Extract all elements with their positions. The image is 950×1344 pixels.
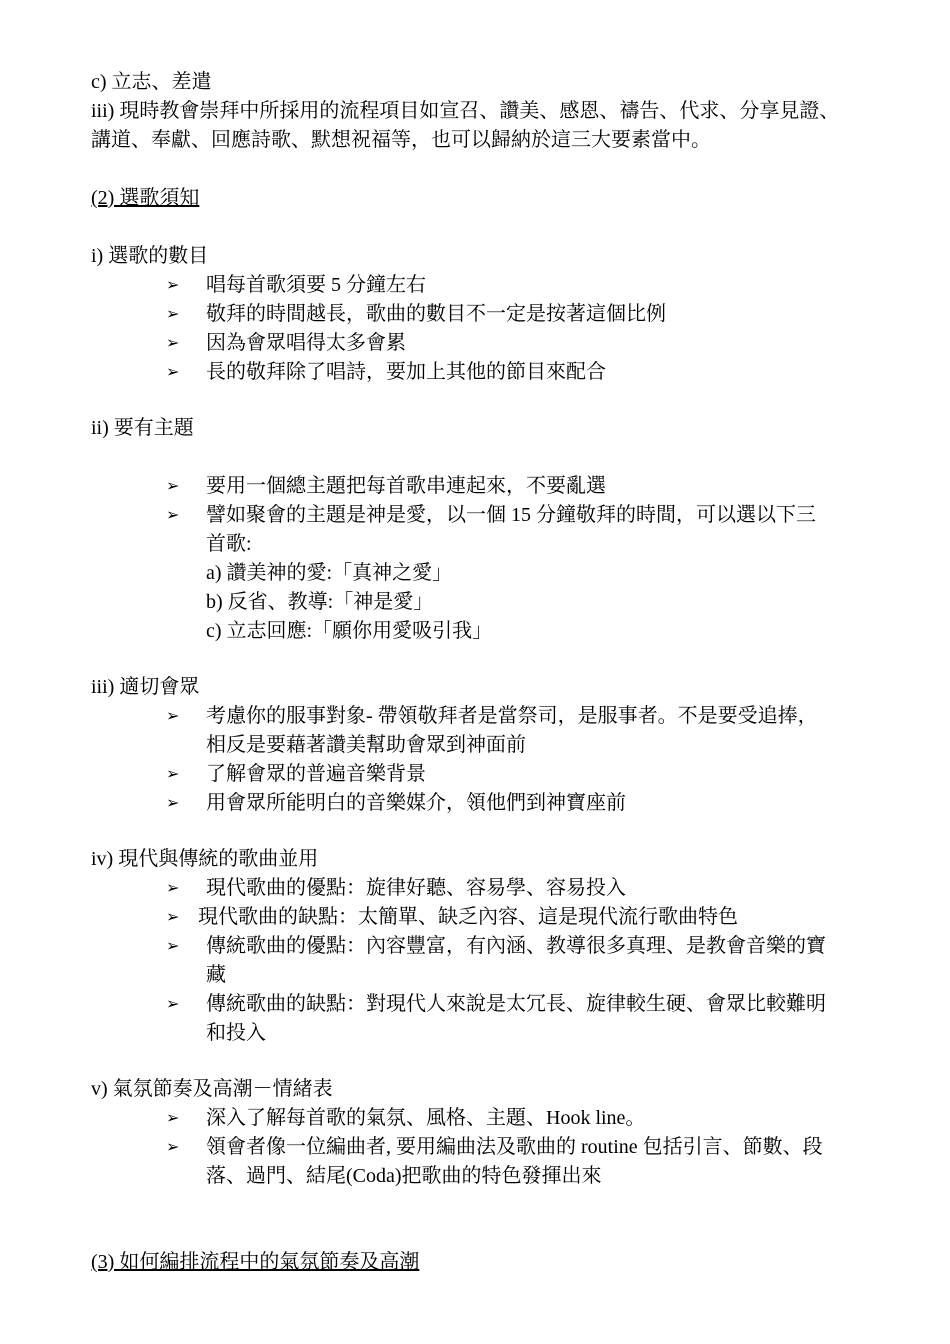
- bullet-item: 現代歌曲的缺點：太簡單、缺乏內容、這是現代流行歌曲特色: [198, 906, 738, 928]
- subsection-v-title: v) 氣氛節奏及高潮－情緒表: [91, 1078, 333, 1100]
- bullet-arrow-icon: ➢: [166, 1137, 180, 1156]
- subsection-i-title: i) 選歌的數目: [91, 245, 209, 267]
- bullet-item: 考慮你的服事對象- 帶領敬拜者是當祭司，是服事者。不是要受追捧，: [206, 705, 818, 727]
- bullet-arrow-icon: ➢: [166, 505, 180, 524]
- bullet-item: 現代歌曲的優點：旋律好聽、容易學、容易投入: [206, 877, 626, 899]
- bullet-item-continuation: 首歌:: [206, 533, 252, 555]
- bullet-item-continuation: 和投入: [206, 1022, 266, 1044]
- bullet-arrow-icon: ➢: [166, 706, 180, 725]
- bullet-item: 深入了解每首歌的氣氛、風格、主題、Hook line。: [206, 1107, 646, 1129]
- bullet-arrow-icon: ➢: [166, 1108, 180, 1127]
- bullet-item: 譬如聚會的主題是神是愛，以一個 15 分鐘敬拜的時間，可以選以下三: [206, 504, 816, 526]
- bullet-item-continuation: 相反是要藉著讚美幫助會眾到神面前: [206, 734, 526, 756]
- song-item: c) 立志回應:「願你用愛吸引我」: [206, 620, 493, 642]
- subsection-iii-title: iii) 適切會眾: [91, 676, 200, 698]
- bullet-arrow-icon: ➢: [166, 994, 180, 1013]
- bullet-arrow-icon: ➢: [166, 793, 180, 812]
- section-3-heading: (3) 如何編排流程中的氣氛節奏及高潮: [91, 1251, 420, 1273]
- intro-line-c: c) 立志、差遣: [91, 71, 212, 93]
- bullet-item: 用會眾所能明白的音樂媒介，領他們到神寶座前: [206, 792, 626, 814]
- bullet-item-continuation: 落、過門、結尾(Coda)把歌曲的特色發揮出來: [206, 1165, 602, 1187]
- bullet-item: 長的敬拜除了唱詩，要加上其他的節目來配合: [206, 361, 606, 383]
- subsection-iv-title: iv) 現代與傳統的歌曲並用: [91, 848, 319, 870]
- bullet-arrow-icon: ➢: [166, 936, 180, 955]
- bullet-arrow-icon: ➢: [166, 476, 180, 495]
- intro-line-iii-1: iii) 現時教會崇拜中所採用的流程項目如宣召、讚美、感恩、禱告、代求、分享見證、: [91, 100, 840, 122]
- song-item: a) 讚美神的愛:「真神之愛」: [206, 562, 453, 584]
- bullet-item: 領會者像一位編曲者, 要用編曲法及歌曲的 routine 包括引言、節數、段: [206, 1136, 823, 1158]
- bullet-item: 傳統歌曲的優點：內容豐富，有內涵、教導很多真理、是教會音樂的寶: [206, 935, 826, 957]
- bullet-item: 因為會眾唱得太多會累: [206, 332, 406, 354]
- bullet-arrow-icon: ➢: [166, 907, 180, 926]
- bullet-item-continuation: 藏: [206, 964, 226, 986]
- bullet-item: 了解會眾的普遍音樂背景: [206, 763, 426, 785]
- bullet-arrow-icon: ➢: [166, 362, 180, 381]
- section-2-heading: (2) 選歌須知: [91, 187, 200, 209]
- intro-line-iii-2: 講道、奉獻、回應詩歌、默想祝福等，也可以歸納於這三大要素當中。: [91, 129, 711, 151]
- bullet-item: 傳統歌曲的缺點：對現代人來說是太冗長、旋律較生硬、會眾比較難明: [206, 993, 826, 1015]
- bullet-item: 唱每首歌須要 5 分鐘左右: [206, 274, 426, 296]
- bullet-item: 敬拜的時間越長，歌曲的數目不一定是按著這個比例: [206, 303, 666, 325]
- bullet-arrow-icon: ➢: [166, 764, 180, 783]
- subsection-ii-title: ii) 要有主題: [91, 417, 194, 439]
- bullet-item: 要用一個總主題把每首歌串連起來，不要亂選: [206, 475, 606, 497]
- bullet-arrow-icon: ➢: [166, 333, 180, 352]
- bullet-arrow-icon: ➢: [166, 304, 180, 323]
- song-item: b) 反省、教導:「神是愛」: [206, 591, 434, 613]
- bullet-arrow-icon: ➢: [166, 878, 180, 897]
- bullet-arrow-icon: ➢: [166, 275, 180, 294]
